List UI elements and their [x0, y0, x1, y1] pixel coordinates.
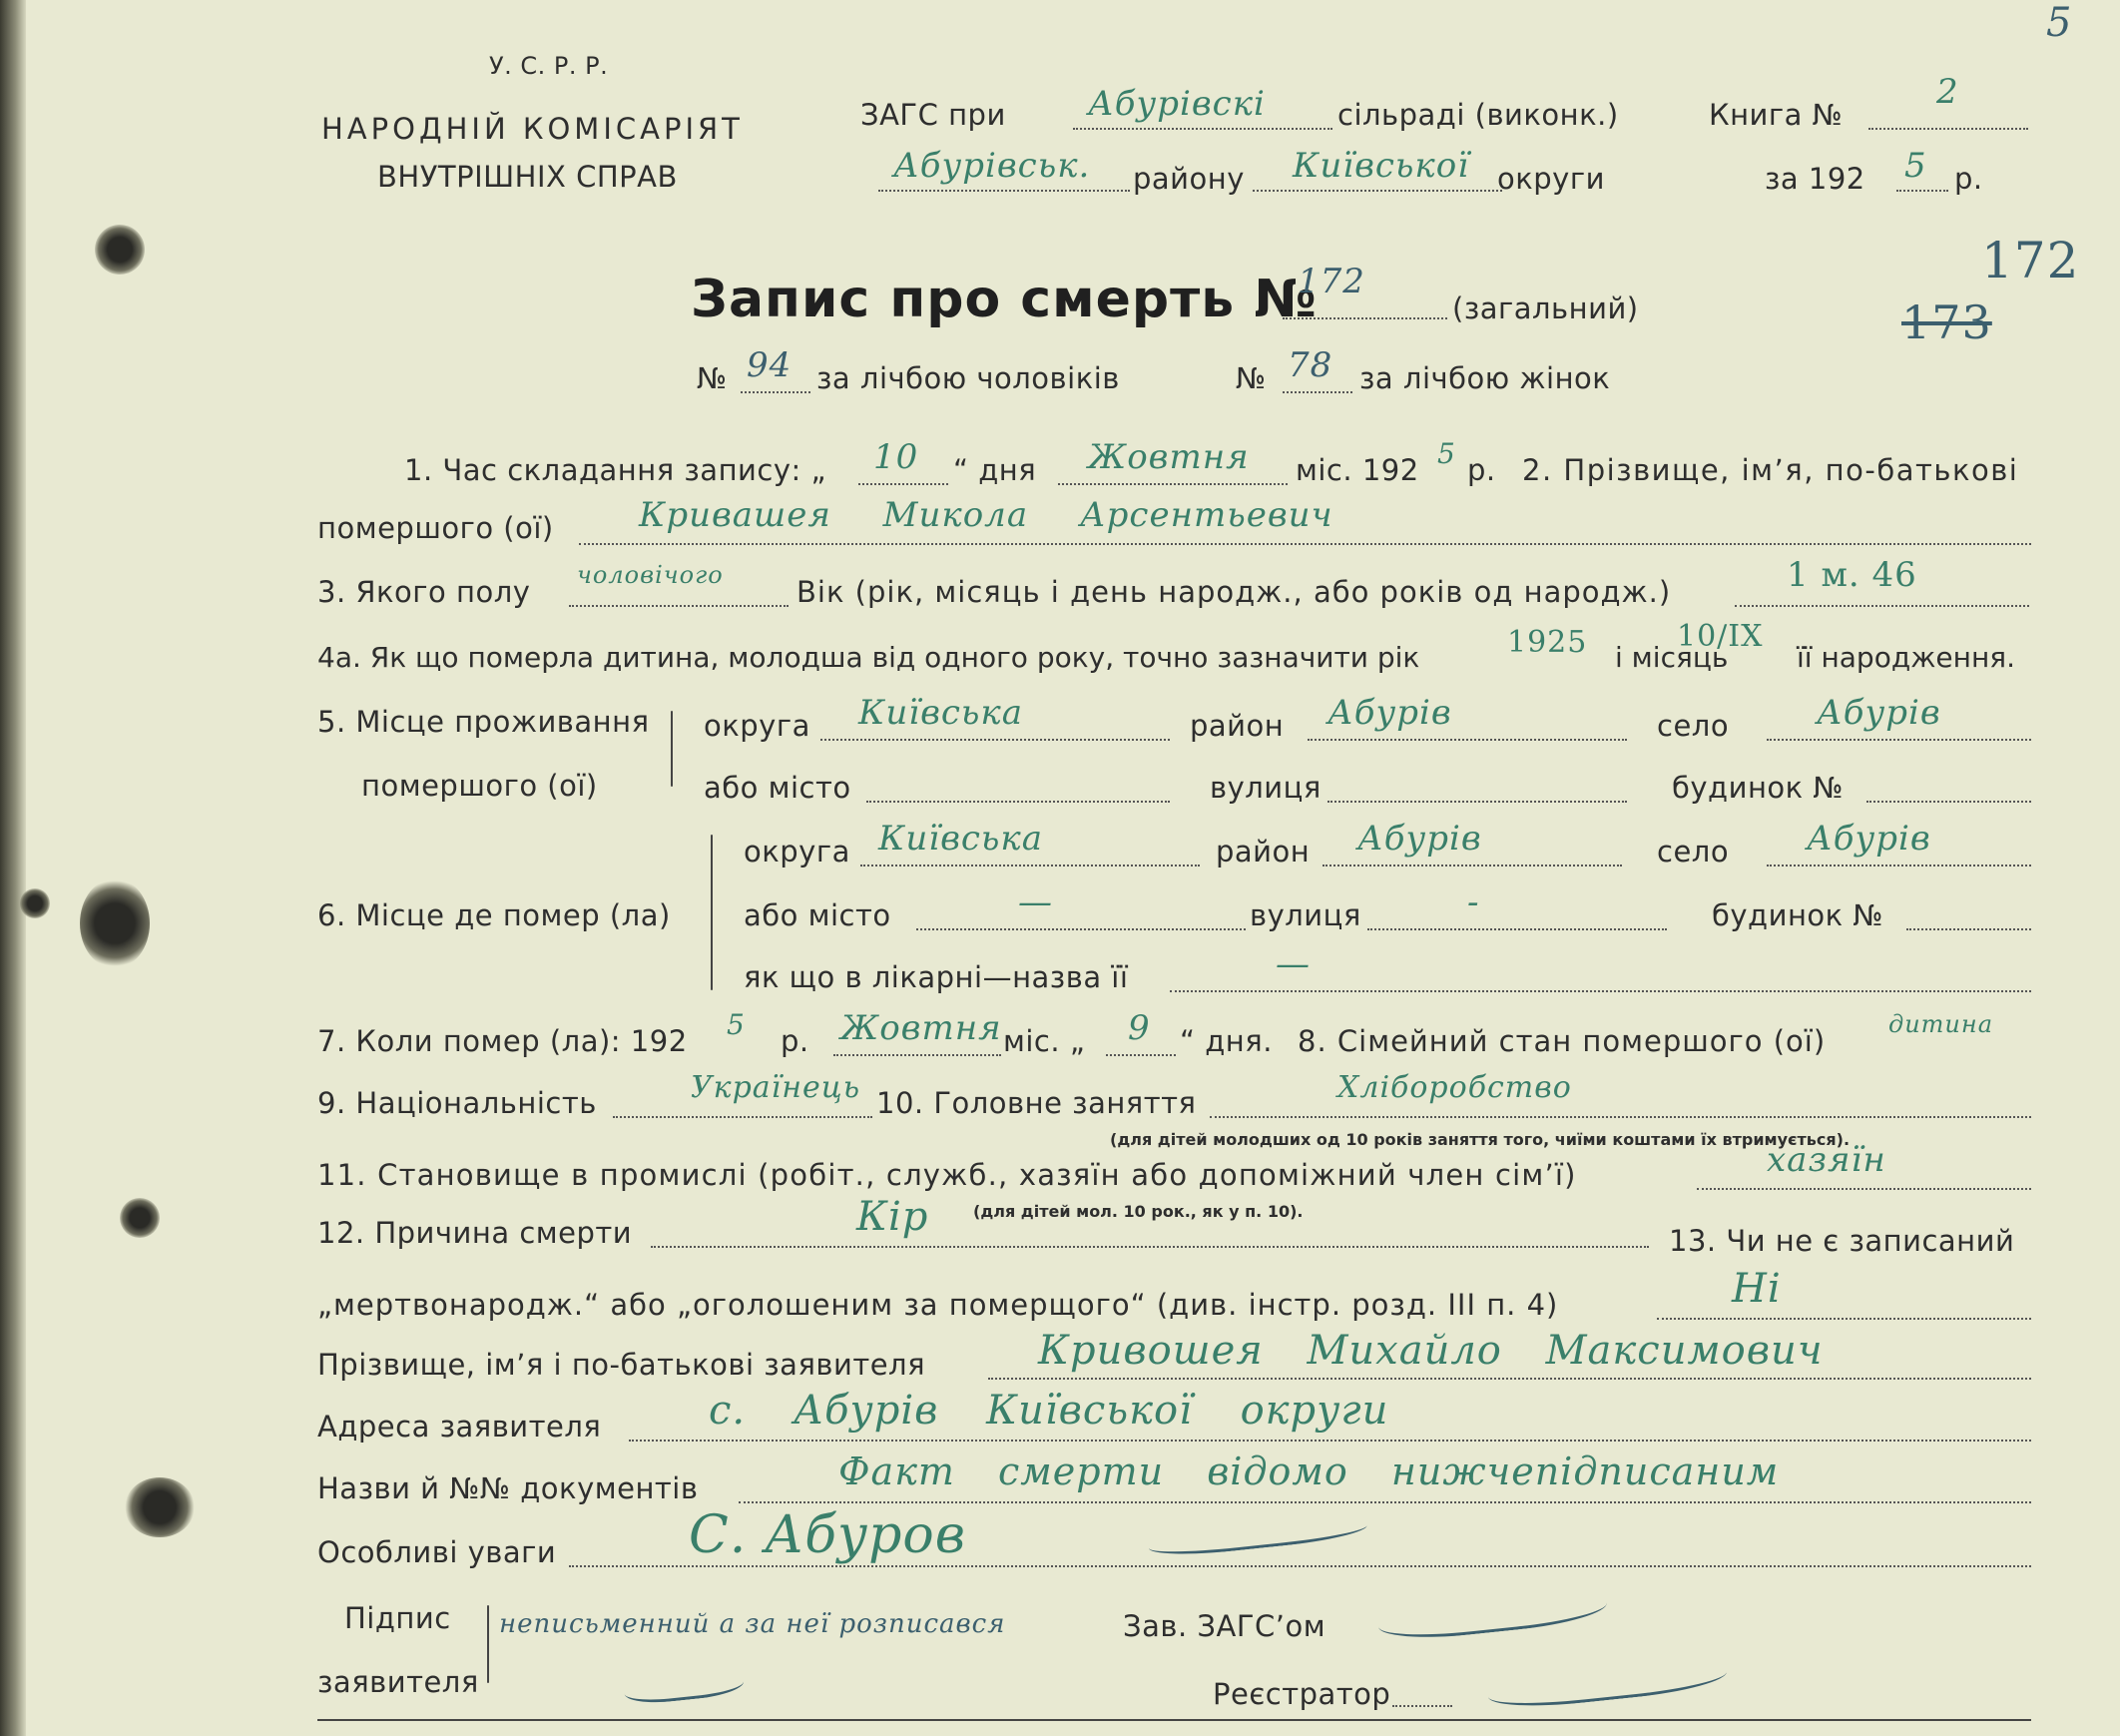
punch-hole [80, 878, 150, 968]
notes-label: Особливі уваги [317, 1535, 557, 1569]
okrug-handwritten: Київської [1293, 146, 1470, 186]
men-no-label: № [697, 361, 728, 395]
applicant-signature-handwritten: неписьменний а за неї розписався [499, 1609, 1006, 1639]
women-count-handwritten: 78 [1288, 345, 1333, 385]
field5-street-label: вулиця [1210, 771, 1322, 805]
margin-number-172: 172 [1981, 232, 2080, 289]
ussr-label: У. С. Р. Р. [489, 52, 609, 80]
field11-label: 11. Становище в промислі (робіт., служб., хазяїн або допоміжний член сім’ї) [317, 1158, 1577, 1192]
year-handwritten: 5 [1904, 146, 1927, 186]
women-count-label: за лічбою жінок [1359, 361, 1611, 395]
field4a-label: 4a. Як що померла дитина, молодша від одного року, точно зазначити рік [317, 641, 1420, 674]
field5-okrug-label: округа [704, 709, 810, 743]
field1-label: 1. Час складання запису: „ [404, 453, 826, 487]
field12-note: (для дітей мол. 10 рок., як у п. 10). [973, 1202, 1304, 1221]
field7-day-label: “ дня. [1180, 1024, 1273, 1058]
year-r-label: р. [1954, 162, 1983, 196]
commissariat-line1: НАРОДНІЙ КОМІСАРІЯТ [321, 112, 744, 146]
field5-label: 5. Місце проживання [317, 705, 650, 739]
field6-rayon-handwritten: Абурів [1357, 819, 1482, 859]
age-handwritten: 1 м. 46 [1787, 555, 1917, 595]
men-count-label: за лічбою чоловіків [816, 361, 1120, 395]
zags-head-label: Зав. ЗАГС’ом [1123, 1609, 1326, 1643]
registrar-signature [1486, 1649, 1729, 1713]
field5-rayon-handwritten: Абурів [1327, 693, 1452, 733]
registrar-label: Реєстратор [1213, 1677, 1391, 1711]
marital-status-handwritten: дитина [1888, 1010, 1993, 1038]
age-label: Вік (рік, місяць і день народж., або років од народж.) [796, 575, 1672, 609]
nationality-handwritten: Українець [691, 1070, 861, 1105]
field6-city-handwritten: — [1018, 882, 1053, 922]
death-cause-handwritten: Кір [856, 1194, 929, 1240]
field6-hospital-label: як що в лікарні—назва її [744, 960, 1129, 994]
field4a-month-label: і місяць [1615, 641, 1729, 674]
field2-label-2: помершого (ої) [317, 511, 554, 545]
field6-hospital-handwritten: — [1276, 944, 1311, 984]
field1-month-label: міс. 192 [1296, 453, 1419, 487]
applicant-label: Прізвище, ім’я і по-батькові заявителя [317, 1348, 926, 1382]
general-label: (загальний) [1452, 291, 1639, 325]
record-year-handwritten: 5 [1437, 437, 1456, 470]
punch-hole [125, 1477, 195, 1537]
field7-r-label: р. [781, 1024, 809, 1058]
commissariat-line2: ВНУТРІШНІХ СПРАВ [377, 160, 678, 194]
birth-year-handwritten: 1925 [1507, 625, 1588, 660]
applicant-name-handwritten: Кривошея Михайло Максимович [1038, 1328, 1824, 1374]
rayon-handwritten: Абурівськ. [893, 146, 1091, 186]
field6-okrug-handwritten: Київська [878, 819, 1044, 859]
record-day-handwritten: 10 [873, 437, 919, 477]
field6-city-label: або місто [744, 898, 891, 932]
field6-selo-handwritten: Абурів [1807, 819, 1931, 859]
occupation-handwritten: Хліборобство [1337, 1070, 1572, 1105]
field6-house-label: будинок № [1712, 898, 1884, 932]
field5-selo-label: село [1657, 709, 1730, 743]
field12-label: 12. Причина смерти [317, 1216, 633, 1250]
field1-r-label: р. [1467, 453, 1496, 487]
men-count-handwritten: 94 [747, 345, 793, 385]
field4a-end-label: її народження. [1797, 641, 2015, 674]
field13-label: 13. Чи не є записаний [1669, 1224, 2015, 1258]
notes-signature-scribble [1147, 1508, 1368, 1560]
address-handwritten: с. Абурів Київської округи [709, 1388, 1389, 1434]
industry-status-handwritten: хазяїн [1767, 1140, 1886, 1180]
selrada-label: сільраді (виконк.) [1337, 98, 1619, 132]
record-title: Запис про смерть № [691, 270, 1318, 329]
punch-hole [95, 225, 145, 275]
field13-handwritten: Ні [1732, 1266, 1782, 1312]
rayon-label: району [1133, 162, 1245, 196]
applicant-mark-scribble [623, 1663, 746, 1706]
field5-okrug-handwritten: Київська [858, 693, 1024, 733]
corner-number: 5 [2046, 0, 2073, 46]
field6-selo-label: село [1657, 835, 1730, 868]
field1-day-label: “ дня [953, 453, 1037, 487]
field7-label: 7. Коли помер (ла): 192 [317, 1024, 688, 1058]
women-no-label: № [1236, 361, 1267, 395]
signature-label: Підпис [344, 1601, 451, 1635]
year-label: за 192 [1765, 162, 1865, 196]
field5-label-2: помершого (ої) [361, 769, 598, 803]
punch-hole [120, 1198, 160, 1238]
sex-handwritten: чоловічого [577, 561, 724, 589]
field6-street-handwritten: - [1467, 882, 1480, 922]
field6-street-label: вулиця [1250, 898, 1361, 932]
field5-house-label: будинок № [1672, 771, 1845, 805]
death-month-handwritten: Жовтня [840, 1008, 1002, 1048]
margin-number-173: 173 [1901, 295, 1992, 349]
field10-label: 10. Головне заняття [876, 1086, 1197, 1120]
okrug-label: округи [1497, 162, 1605, 196]
death-day-handwritten: 9 [1128, 1008, 1151, 1048]
book-binding-edge [0, 0, 26, 1736]
bottom-rule [317, 1719, 2031, 1721]
field6-rayon-label: район [1216, 835, 1311, 868]
record-number-handwritten: 172 [1298, 262, 1365, 301]
field6-label: 6. Місце де помер (ла) [317, 898, 671, 932]
field10-note: (для дітей молодших од 10 років заняття того, чиїми коштами їх втримується). [1110, 1130, 1851, 1149]
deceased-name-handwritten: Кривашея Микола Арсентьевич [639, 495, 1333, 535]
address-label: Адреса заявителя [317, 1410, 602, 1444]
field5-selo-handwritten: Абурів [1817, 693, 1941, 733]
zags-label: ЗАГС при [860, 98, 1006, 132]
book-label: Книга № [1709, 98, 1844, 132]
death-year-handwritten: 5 [727, 1008, 746, 1041]
field8-label: 8. Сімейний стан помершого (ої) [1298, 1024, 1827, 1058]
field6-brace [711, 835, 713, 990]
documents-handwritten: Факт смерти відомо нижчепідписаним [838, 1449, 1780, 1493]
signature-brace [487, 1605, 489, 1683]
notes-handwritten: С. Абуров [689, 1505, 966, 1565]
documents-label: Назви й №№ документів [317, 1471, 699, 1505]
field5-city-label: або місто [704, 771, 851, 805]
field3-label: 3. Якого полу [317, 575, 531, 609]
field13-label-2: „мертвонародж.“ або „оголошеним за померщого“ (див. інстр. розд. III п. 4) [317, 1288, 1559, 1322]
field6-okrug-label: округа [744, 835, 850, 868]
field2-label: 2. Прізвище, ім’я, по-батькові [1522, 453, 2019, 487]
field9-label: 9. Національність [317, 1086, 597, 1120]
field5-rayon-label: район [1190, 709, 1285, 743]
book-number-handwritten: 2 [1936, 72, 1959, 112]
punch-hole [20, 888, 50, 918]
field7-month-label: міс. „ [1003, 1024, 1086, 1058]
field5-brace [671, 711, 673, 787]
signature-label-2: заявителя [317, 1665, 479, 1699]
zags-head-signature [1375, 1577, 1608, 1644]
record-month-handwritten: Жовтня [1088, 437, 1250, 477]
zags-village-handwritten: Абурівскі [1088, 84, 1266, 124]
birth-month-handwritten: 10/IX [1677, 619, 1764, 654]
